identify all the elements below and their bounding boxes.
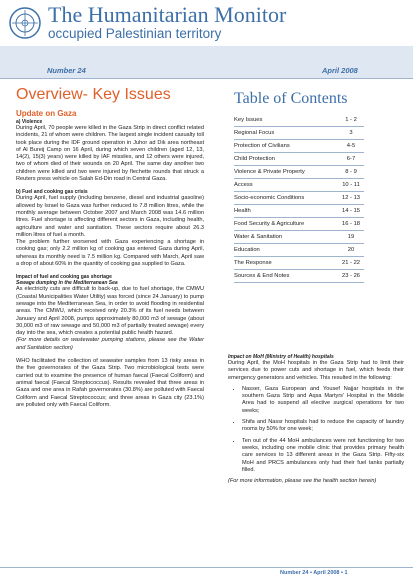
fuel-paragraph-2: The problem further worsened with Gaza experiencing a shortage in cooking gas; only 2.2 million kg of cooking gas entered Gaza during April, whereas its monthly need is 7.5 million kg. Compared with March, April saw a drop of about 60% in the quantity of cooking gas supplied to Gaza.	[16, 239, 204, 268]
sewage-note: (For more details on wastewater pumping stations, please see the Water and Sanitation section)	[16, 337, 204, 351]
sewage-label: Sewage dumping in the Mediterranean Sea	[16, 280, 118, 287]
toc-item[interactable]: Sources & End Notes 23 - 26	[234, 270, 364, 283]
toc-heading: Table of Contents	[234, 90, 348, 107]
footer-text: Number 24 • April 2008 •	[280, 570, 343, 576]
list-item: • Nasser, Gaza European and Yousef Najjar hospitals in the southern Gaza Strip and Aqsa Martyrs' Hospital in the Middle Area had to suspend all elective surgical operations for two weeks;	[242, 386, 404, 415]
overview-heading: Overview- Key Issues	[16, 86, 171, 103]
moh-bullet-list	[228, 386, 404, 474]
moh-intro: During April, the MoH hospitals in the Gaza Strip had to limit their services due to power cuts and shortage in fuel, which feeds their emergency generators and vehicles. This resulted in the following:	[228, 360, 404, 381]
header-divider	[0, 78, 413, 79]
toc-item[interactable]: The Response 21 - 22	[234, 257, 364, 270]
toc-item[interactable]: Protection of Civilians 4-5	[234, 140, 364, 153]
issue-number: Number 24	[47, 66, 86, 75]
fuel-paragraph: During April, fuel supply (including benzene, diesel and industrial gasoline) allowed by Israel to Gaza was further reduced to 7.8 million litres, while the monthly average between October 2007 and March 2008 was 14.6 million litres. Fuel shortage is affecting different sectors in Gaza, including health, agriculture and water and sanitation. These sectors require about 26.3 million litres of fuel a month.	[16, 195, 204, 238]
list-item: • Ten out of the 44 MoH ambulances were not functioning for two weeks, including one mobile clinic that provides primary health care services to 13 different areas in the Gaza Strip. Fifty-six MoH and PRCS ambulances only had their fuel tanks partially filled.	[242, 438, 404, 474]
moh-heading: Impact on MoH (Ministry of Health) hospitals	[228, 354, 334, 360]
issue-date: April 2008	[322, 66, 358, 75]
toc-list	[234, 114, 364, 283]
footer-divider	[0, 567, 413, 568]
list-item: • Shifa and Nassr hospitals had to reduce the capacity of laundry rooms by 50% for one week;	[242, 419, 404, 434]
impact-label: Impact of fuel and cooking gas shortage	[16, 274, 112, 281]
toc-item[interactable]: Violence & Private Property 8 - 9	[234, 166, 364, 179]
sewage-paragraph: As electricity cuts are difficult to back-up, due to fuel shortage, the CMWU (Coastal Municipalities Water Utility) was forced (since 24 January) to pump sewage into the Mediterranean Sea, in order to avoid flooding in residential areas. The CMWU, which received only 20.3% of its fuel needs between January and April 2008, pumps approximately 80,000 m3 of sewage (about 30,000 m3 of raw sewage and 50,000 m3 of partially treated sewage) every day into the sea, which creates a potential public health hazard.	[16, 286, 204, 337]
page-number: 1	[344, 570, 348, 576]
moh-note: (For more information, please see the health section herein)	[228, 478, 377, 485]
footer	[280, 570, 348, 576]
toc-item[interactable]: Health 14 - 15	[234, 205, 364, 218]
right-column	[228, 354, 404, 485]
report-subtitle: occupied Palestinian territory	[48, 26, 222, 41]
violence-paragraph: During April, 70 people were killed in the Gaza Strip in direct conflict related incidents, 21 of whom were children. The largest single incident casualty toll took place during the IDF ground operation in Juhor ad Dik area northeast of Al Bureij Camp on 16 April, during which seven children (aged 12, 13, 14(2), 15(3) years) were killed by IAF missiles, and 12 others were injured, two of whom died of their wounds on 20 April. The same day another two children were killed and two were injured by flechette rounds that struck a Reuters press vehicle on Salah Ed-Din road in Central Gaza.	[16, 125, 204, 183]
violence-label: a) Violence	[16, 119, 43, 125]
toc-item[interactable]: Socio-economic Conditions 12 - 13	[234, 192, 364, 205]
fuel-label: b) Fuel and cooking gas crisis	[16, 189, 88, 196]
toc-item[interactable]: Access 10 - 11	[234, 179, 364, 192]
report-title: The Humanitarian Monitor	[48, 2, 287, 27]
toc-item[interactable]: Food Security & Agriculture 16 - 18	[234, 218, 364, 231]
toc-item[interactable]: Child Protection 6-7	[234, 153, 364, 166]
toc-item[interactable]: Key Issues 1 - 2	[234, 114, 364, 127]
toc-item[interactable]: Water & Sanitation 19	[234, 231, 364, 244]
update-gaza-heading: Update on Gaza	[16, 109, 77, 118]
un-emblem-icon	[8, 6, 42, 40]
left-column	[16, 119, 204, 409]
toc-item[interactable]: Regional Focus 3	[234, 127, 364, 140]
who-paragraph: WHO facilitated the collection of seawater samples from 13 risky areas in the five governorates of the Gaza Strip. Two microbiological tests were carried out to examine the presence of human faecal (Faecal Coliform) and animal faecal (Faecal Streptococcus). Results revealed that three areas in Gaza and one area in Rafah governorates (30.8%) are polluted with Faecal Coliform and Faecal Streptococcus; and three areas in Gaza city (23.1%) are polluted only with Faecal Coliform.	[16, 358, 204, 408]
toc-item[interactable]: Education 20	[234, 244, 364, 257]
